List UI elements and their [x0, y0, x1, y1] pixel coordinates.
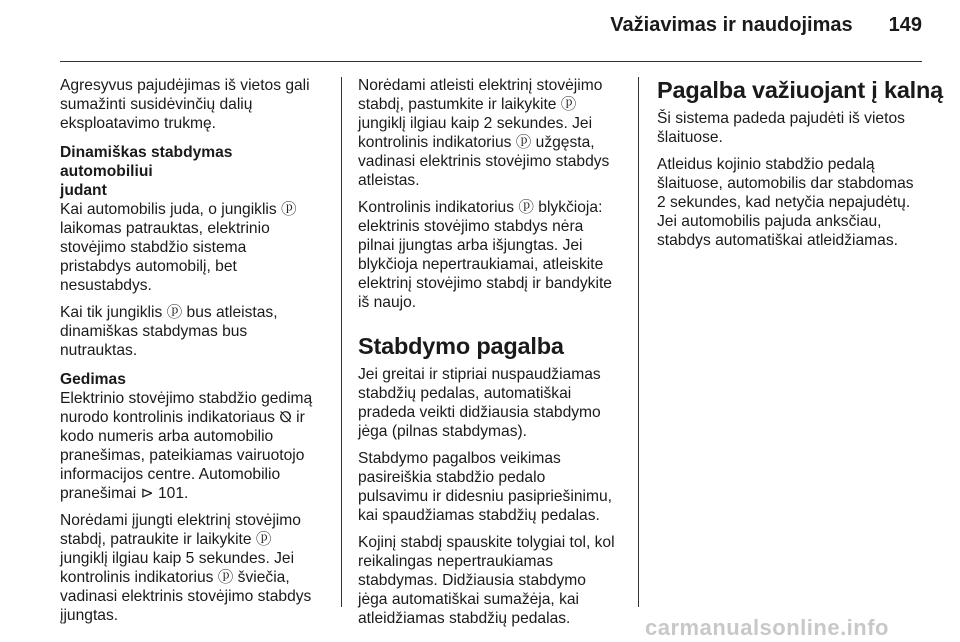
- column-middle: [358, 76, 626, 636]
- subheading-dynamic-braking: Dinamiškas stabdymas automobiliui judant: [60, 144, 233, 199]
- paragraph: Elektrinio stovėjimo stabdžio gedimą nurodo kontrolinis indikatoriaus ⦰ ir kodo numeris arba automobilio pranešimas, pateikiamas vairuotojo informacijos centre. Automobilio pranešimai ⊳ 101.: [60, 390, 313, 502]
- page-number: 149: [888, 13, 922, 36]
- paragraph: Kai tik jungiklis ⓟ bus atleistas, dinamiškas stabdymas bus nutrauktas.: [60, 304, 278, 359]
- paragraph: Agresyvus pajudėjimas iš vietos gali sumažinti susidėvinčių dalių eksploatavimo trukmę.: [60, 77, 310, 132]
- paragraph: Norėdami įjungti elektrinį stovėjimo stabdį, patraukite ir laikykite ⓟ jungiklį ilgiau kaip 5 sekundes. Jei kontrolinis indikatorius ⓟ šviečia, vadinasi elektrinis stovėjimo stabdys įjungtas.: [60, 512, 312, 624]
- section-title: Važiavimas ir naudojimas: [610, 13, 853, 36]
- paragraph: Jei greitai ir stipriai nuspaudžiamas stabdžių pedalas, automatiškai pradeda veikti didžiausia stabdymo jėga (pilnas stabdymas).: [358, 366, 601, 440]
- paragraph: Kai automobilis juda, o jungiklis ⓟ laikomas patrauktas, elektrinio stovėjimo stabdžio sistema pristabdys automobilį, bet nesustabdys.: [60, 201, 297, 294]
- column-left: [60, 76, 328, 633]
- paragraph: Kojinį stabdį spauskite tolygiai tol, kol reikalingas nepertraukiamas stabdymas. Didžiausia stabdymo jėga automatiškai sumažėja, kai atleidžiamas stabdžių pedalas.: [358, 534, 615, 627]
- header-divider: [60, 61, 922, 62]
- paragraph: Norėdami atleisti elektrinį stovėjimo stabdį, pastumkite ir laikykite ⓟ jungiklį ilgiau kaip 2 sekundes. Jei kontrolinis indikatorius ⓟ užgęsta, vadinasi elektrinis stovėjimo stabdys atleistas.: [358, 77, 610, 189]
- subheading-fault: Gedimas: [60, 371, 126, 388]
- watermark: carmanualsonline.info: [645, 615, 889, 640]
- heading-hill-start-assist: Pagalba važiuojant į kalną: [657, 77, 944, 103]
- paragraph: Ši sistema padeda pajudėti iš vietos šlaituose.: [657, 110, 905, 146]
- heading-brake-assist: Stabdymo pagalba: [358, 333, 564, 359]
- column-right: [657, 76, 947, 258]
- paragraph: Kontrolinis indikatorius ⓟ blykčioja: elektrinis stovėjimo stabdys nėra pilnai įjungtas arba išjungtas. Jei blykčioja nepertraukiamai, atleiskite elektrinį stovėjimo stabdį ir bandykite iš naujo.: [358, 199, 612, 311]
- column-divider: [341, 77, 342, 607]
- paragraph: Atleidus kojinio stabdžio pedalą šlaituose, automobilis dar stabdomas 2 sekundes, kad netyčia nepajudėtų. Jei automobilis pajuda anksčiau, stabdys automatiškai atleidžiamas.: [657, 156, 914, 249]
- paragraph: Stabdymo pagalbos veikimas pasireiškia stabdžio pedalo pulsavimu ir didesniu pasipriešinimu, kai spaudžiamas stabdžių pedalas.: [358, 450, 612, 524]
- page-header: [60, 0, 922, 50]
- column-divider: [638, 77, 639, 607]
